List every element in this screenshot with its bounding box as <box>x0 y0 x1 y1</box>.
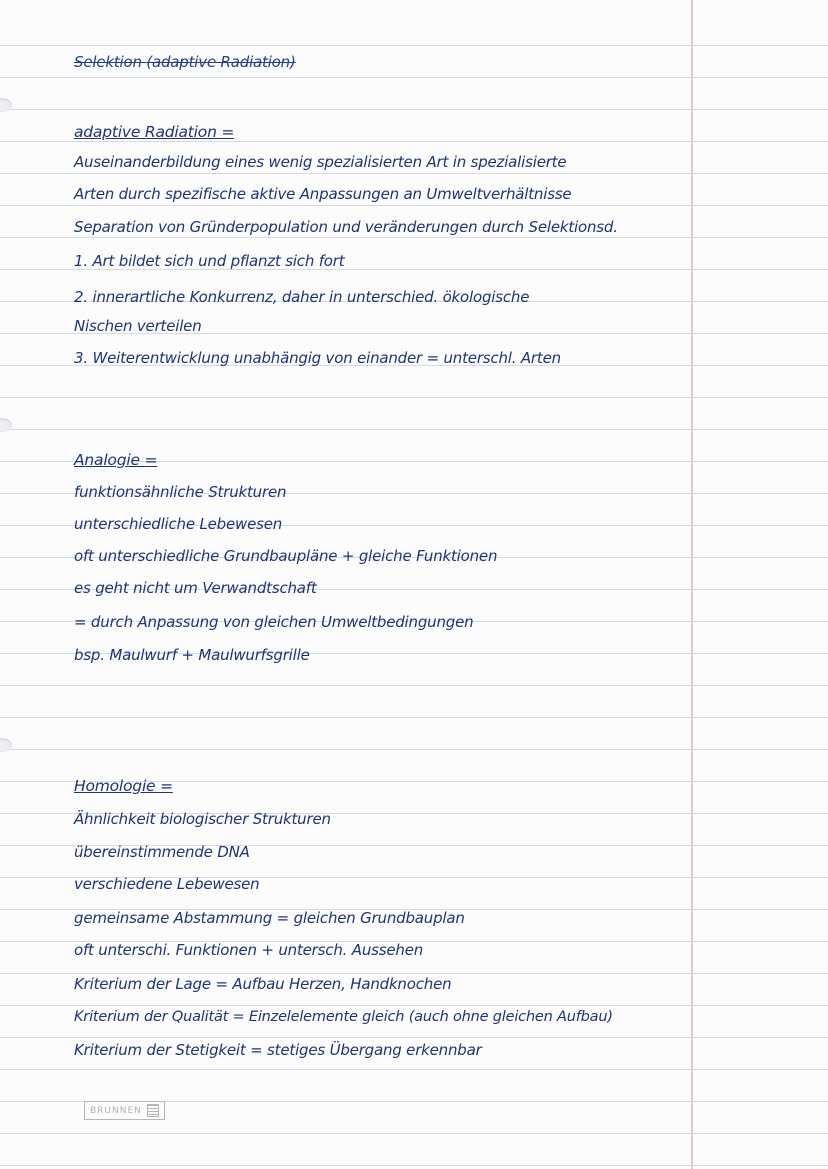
margin-line <box>691 0 693 1169</box>
section-heading-analogie: Analogie = <box>74 451 158 469</box>
punch-hole <box>0 98 12 112</box>
text-line: Kriterium der Qualität = Einzelelemente gleich (auch ohne gleichen Aufbau) <box>74 1009 613 1025</box>
text-line: Nischen verteilen <box>74 317 202 335</box>
text-line: 2. innerartliche Konkurrenz, daher in unterschied. ökologische <box>74 288 530 306</box>
text-line: bsp. Maulwurf + Maulwurfsgrille <box>74 646 310 664</box>
page-title: Selektion (adaptive Radiation) <box>74 53 296 71</box>
text-line: gemeinsame Abstammung = gleichen Grundbauplan <box>74 909 465 927</box>
text-line: Kriterium der Lage = Aufbau Herzen, Handknochen <box>74 975 452 993</box>
text-line: 3. Weiterentwicklung unabhängig von einander = unterschl. Arten <box>74 349 561 367</box>
text-line: 1. Art bildet sich und pflanzt sich fort <box>74 252 345 270</box>
text-line: übereinstimmende DNA <box>74 843 250 861</box>
brand-mark-icon <box>147 1104 159 1117</box>
brand-label: BRUNNEN <box>90 1105 142 1116</box>
text-line: funktionsähnliche Strukturen <box>74 483 287 501</box>
text-line: unterschiedliche Lebewesen <box>74 515 283 533</box>
text-line: Kriterium der Stetigkeit = stetiges Übergang erkennbar <box>74 1041 482 1059</box>
text-line: oft unterschiedliche Grundbaupläne + gleiche Funktionen <box>74 547 498 565</box>
section-heading-homologie: Homologie = <box>74 777 173 795</box>
section-heading-adaptive-radiation: adaptive Radiation = <box>74 123 235 141</box>
text-line: Arten durch spezifische aktive Anpassungen an Umweltverhältnisse <box>74 185 572 203</box>
text-line: Auseinanderbildung eines wenig spezialisierten Art in spezialisierte <box>74 153 567 171</box>
text-line: Separation von Gründerpopulation und veränderungen durch Selektionsd. <box>74 218 618 236</box>
brunnen-logo <box>84 1101 165 1120</box>
text-line: Ähnlichkeit biologischer Strukturen <box>74 810 331 828</box>
text-line: verschiedene Lebewesen <box>74 875 260 893</box>
text-line: oft unterschi. Funktionen + untersch. Aussehen <box>74 941 424 959</box>
punch-hole <box>0 418 12 432</box>
punch-hole <box>0 738 12 752</box>
text-line: es geht nicht um Verwandtschaft <box>74 579 317 597</box>
text-line: = durch Anpassung von gleichen Umweltbedingungen <box>74 613 474 631</box>
